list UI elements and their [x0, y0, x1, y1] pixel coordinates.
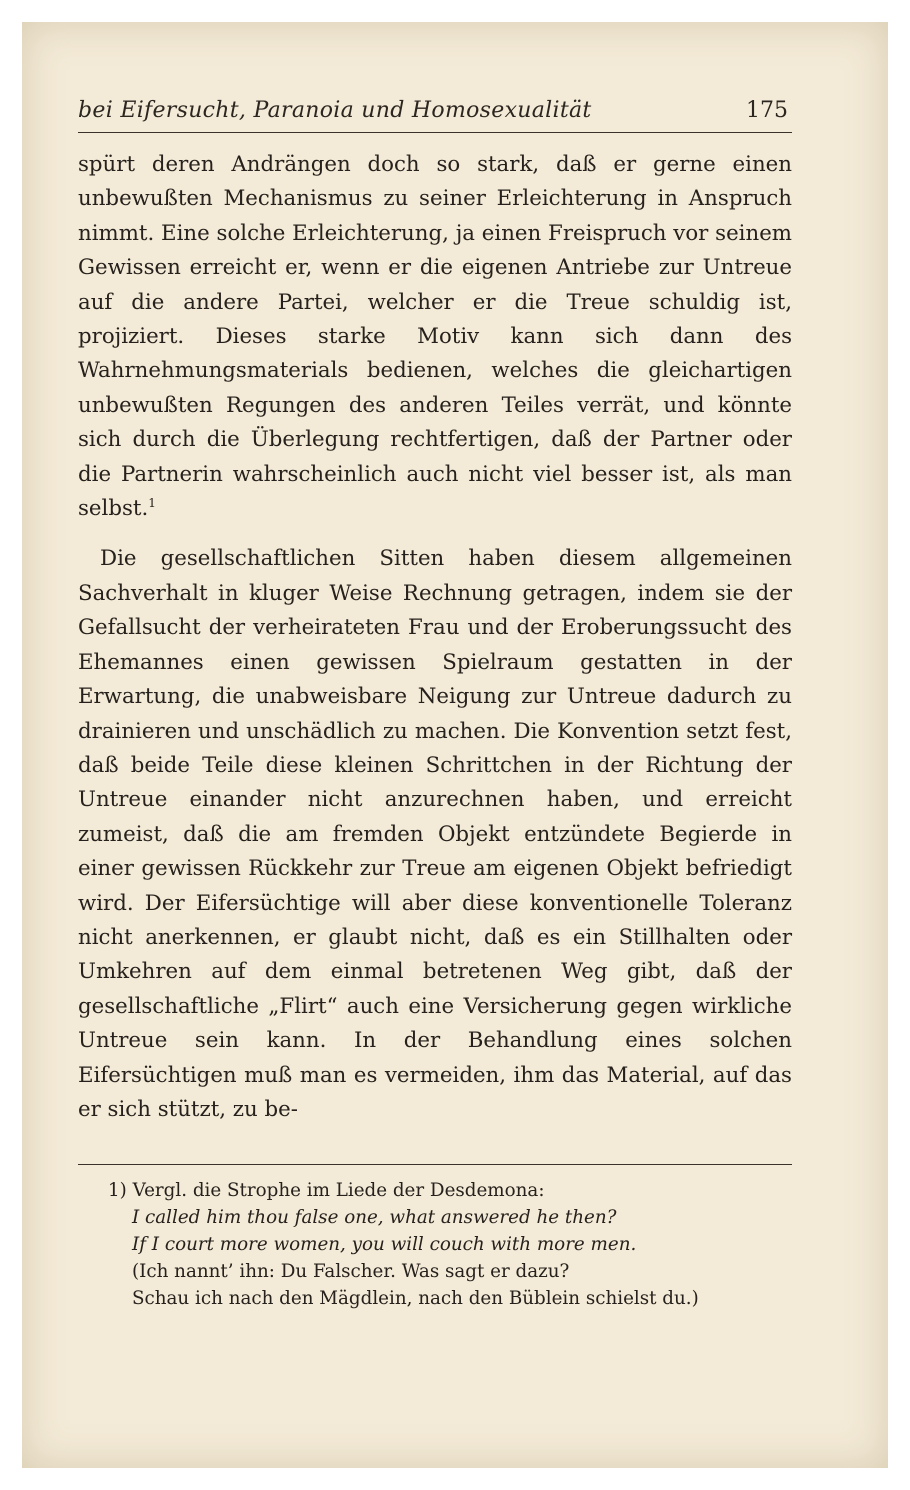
- footnote-intro: 1) Vergl. die Strophe im Liede der Desdemona:: [108, 1180, 545, 1201]
- paragraph: Die gesellschaftlichen Sitten haben diesem allgemeinen Sachverhalt in kluger Weise Rechnung getragen, indem sie der Gefallsucht der verheirateten Frau und der Eroberungssucht des Ehemannes einen gewissen Spielraum gestatten in der Erwartung, die unabweisbare Neigung zur Untreue dadurch zu drainieren und unschädlich zu machen. Die Konvention setzt fest, daß beide Teile diese kleinen Schrittchen in der Richtung der Untreue einander nicht anzurechnen haben, und erreicht zumeist, daß die am fremden Objekt entzündete Begierde in einer gewissen Rückkehr zur Treue am eigenen Objekt befriedigt wird. Der Eifersüchtige will aber diese konventionelle Toleranz nicht anerkennen, er glaubt nicht, daß es ein Stillhalten oder Umkehren auf dem einmal betretenen Weg gibt, daß der gesellschaftliche „Flirt“ auch eine Versicherung gegen wirkliche Untreue sein kann. In der Behandlung eines solchen Eifersüchtigen muß man es vermeiden, ihm das Material, auf das er sich stützt, zu be-: [78, 546, 792, 1122]
- page-header: [78, 94, 792, 133]
- running-title: bei Eifersucht, Paranoia und Homosexualität: [78, 98, 592, 123]
- footnote-translation-line: (Ich nannt’ ihn: Du Falscher. Was sagt er dazu?: [132, 1261, 570, 1282]
- footnote-divider: [78, 1164, 792, 1165]
- paragraph: [78, 148, 792, 526]
- page-number: 175: [746, 98, 788, 123]
- main-text: [78, 148, 792, 1127]
- footnote-verse-line: If I court more women, you will couch with more men.: [132, 1234, 637, 1255]
- footnote-marker: 1: [148, 495, 156, 510]
- paragraph-text: spürt deren Andrängen doch so stark, daß er gerne einen unbewußten Mechanismus zu seiner Erleichterung in Anspruch nimmt. Eine solche Erleichterung, ja einen Freispruch vor seinem Gewissen erreicht er, wenn er die eigenen Antriebe zur Untreue auf die andere Partei, welcher er die Treue schuldig ist, projiziert. Dieses starke Motiv kann sich dann des Wahrnehmungsmaterials bedienen, welches die gleichartigen unbewußten Regungen des anderen Teiles verrät, und könnte sich durch die Überlegung rechtfertigen, daß der Partner oder die Partnerin wahrscheinlich auch nicht viel besser ist, als man selbst.: [78, 152, 792, 522]
- footnote-translation-line: Schau ich nach den Mägdlein, nach den Büblein schielst du.): [132, 1288, 699, 1309]
- footnote-verse-line: I called him thou false one, what answered he then?: [132, 1207, 617, 1228]
- footnote: [108, 1177, 792, 1312]
